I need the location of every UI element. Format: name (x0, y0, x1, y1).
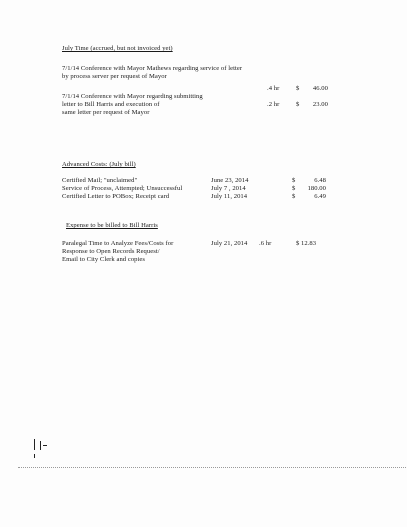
july-entry-2-line-2: letter to Bill Harris and execution of (62, 101, 160, 108)
bill-harris-hours: .6 hr (259, 240, 272, 247)
july-entry-2-line-3: same letter per request of Mayor (62, 109, 150, 116)
cost-row-3-currency: $ (292, 193, 296, 200)
bill-harris-heading: Expense to be billed to Bill Harris (66, 222, 158, 229)
cost-row-1-date: June 23, 2014 (211, 177, 249, 184)
cost-row-1-currency: $ (292, 177, 296, 184)
july-entry-1-hours: .4 hr (267, 85, 280, 92)
advanced-costs-heading: Advanced Costs: (July bill) (62, 161, 136, 168)
july-entry-2-hours: .2 hr (267, 101, 280, 108)
cost-row-2-amount: 180.00 (307, 185, 326, 192)
bill-harris-line-1: Paralegal Time to Analyze Fees/Costs for (62, 240, 174, 247)
bill-harris-line-2: Response to Open Records Request/ (62, 248, 160, 255)
july-entry-1-line-1: 7/1/14 Conference with Mayor Mathews regarding service of letter (62, 65, 243, 72)
july-entry-2-currency: $ (296, 101, 300, 108)
scan-mark-bar-1 (34, 439, 35, 450)
cost-row-2-currency: $ (292, 185, 296, 192)
scan-mark-bar-2 (40, 441, 41, 450)
july-entry-2-line-1: 7/1/14 Conference with Mayor regarding submitting (62, 93, 203, 100)
bill-harris-line-3: Email to City Clerk and copies (62, 256, 145, 263)
cost-row-3-date: July 11, 2014 (211, 193, 248, 200)
bottom-dotted-rule (18, 467, 407, 468)
cost-row-2-description: Service of Process, Attempted; Unsuccessful (62, 185, 183, 192)
july-entry-2-amount: 23.00 (312, 101, 328, 108)
july-entry-1-amount: 46.00 (312, 85, 328, 92)
scan-mark-bar-3 (34, 454, 35, 458)
cost-row-3-amount: 6.49 (314, 193, 326, 200)
cost-row-1-amount: 6.48 (314, 177, 326, 184)
scan-mark-dash (43, 445, 47, 446)
july-entry-1-currency: $ (296, 85, 300, 92)
july-entry-1-line-2: by process server per request of Mayor (62, 73, 167, 80)
july-time-heading: July Time (accrued, but not invoiced yet) (62, 45, 173, 52)
cost-row-3-description: Certified Letter to POBox; Receipt card (62, 193, 170, 200)
bill-harris-amount: $ 12.83 (296, 240, 317, 247)
cost-row-2-date: July 7 , 2014 (211, 185, 246, 192)
bill-harris-date: July 21, 2014 (211, 240, 248, 247)
cost-row-1-description: Certified Mail; "unclaimed" (62, 177, 138, 184)
